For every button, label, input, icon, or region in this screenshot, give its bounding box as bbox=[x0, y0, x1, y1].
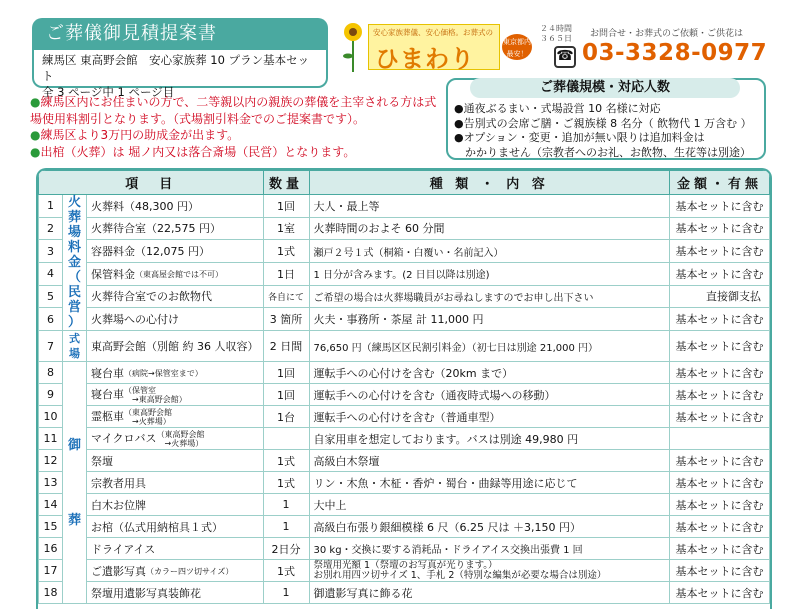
item-detail: リン・木魚・木柾・香炉・蜀台・曲録等用途に応じて bbox=[309, 472, 670, 494]
page-indicator: 全 3 ページ中 1 ページ目 bbox=[42, 85, 175, 99]
row-number: 5 bbox=[39, 285, 63, 308]
table-row bbox=[39, 240, 770, 263]
note-item: ●練馬区より3万円の助成金が出ます。 bbox=[30, 128, 240, 142]
note-item: ●出棺（火葬）は 堀ノ内又は落合斎場（民営）となります。 bbox=[30, 144, 356, 159]
item-name bbox=[87, 472, 264, 494]
table-row bbox=[39, 384, 770, 406]
item-amount: 基本セットに含む bbox=[670, 516, 770, 538]
detail-line: お別れ用四ツ切サイズ 1、手札 2（特別な編集が必要な場合は別途） bbox=[313, 569, 607, 581]
table-row bbox=[39, 308, 770, 331]
item-label: 容器料金（12,075 円） bbox=[91, 245, 210, 259]
item-amount: 直接御支払 bbox=[670, 285, 770, 308]
item-detail: 30 kg・交換に要する消耗品・ドライアイス交換出張費 1 回 bbox=[309, 538, 670, 560]
item-label: 寝台車 bbox=[91, 366, 124, 380]
item-detail: 火葬時間のおよそ 60 分間 bbox=[309, 217, 670, 240]
item-name bbox=[87, 538, 264, 560]
item-name bbox=[87, 262, 264, 285]
title-info-box bbox=[32, 50, 328, 99]
item-quantity: 各自にて bbox=[263, 285, 309, 308]
item-label: 東高野会館（別館 約 36 人収容） bbox=[91, 340, 259, 353]
item-quantity: 1 bbox=[263, 516, 309, 538]
item-detail: 大中上 bbox=[309, 494, 670, 516]
document-title: ご葬儀御見積提案書 bbox=[32, 18, 328, 50]
estimate-table bbox=[38, 170, 770, 604]
row-number: 6 bbox=[39, 308, 63, 331]
item-detail: 御遺影写真に飾る花 bbox=[309, 582, 670, 604]
item-name bbox=[87, 428, 264, 450]
item-quantity: 2日分 bbox=[263, 538, 309, 560]
table-row bbox=[39, 331, 770, 362]
row-number: 10 bbox=[39, 406, 63, 428]
item-quantity: 1 bbox=[263, 494, 309, 516]
item-label: 火葬場への心付け bbox=[91, 313, 179, 327]
detail-line: 祭壇用光額 1（祭壇のお写真が光ります。） bbox=[313, 559, 498, 571]
estimate-table-wrap bbox=[36, 168, 772, 609]
item-name bbox=[87, 362, 264, 384]
item-amount: 基本セットに含む bbox=[670, 406, 770, 428]
item-label: 宗教者用具 bbox=[91, 476, 146, 490]
item-label: ご遺影写真 bbox=[91, 564, 146, 578]
scale-title: ご葬儀規模・対応人数 bbox=[470, 78, 740, 98]
row-number: 11 bbox=[39, 428, 63, 450]
row-number: 17 bbox=[39, 560, 63, 582]
item-quantity: 1式 bbox=[263, 472, 309, 494]
item-label: 白木お位牌 bbox=[91, 498, 146, 512]
scale-item: ●通夜ぶるまい・式場設営 10 名様に対応 bbox=[454, 102, 661, 115]
table-header-row bbox=[39, 171, 770, 195]
table-row bbox=[39, 494, 770, 516]
scale-item: ●告別式の会席ご膳・ご親族様 8 名分（ 飲物代 1 万含む ） bbox=[454, 116, 752, 130]
item-detail: 自家用車を想定しております。バスは別途 49,980 円 bbox=[309, 428, 670, 450]
brand-logo: ひまわり bbox=[375, 45, 475, 73]
item-detail: 高級白木祭壇 bbox=[309, 450, 670, 472]
table-row bbox=[39, 362, 770, 384]
table-row bbox=[39, 285, 770, 308]
table-row bbox=[39, 428, 770, 450]
item-name bbox=[87, 384, 264, 406]
item-name bbox=[87, 217, 264, 240]
item-label: 寝台車 bbox=[91, 387, 124, 401]
item-detail: ご希望の場合は火葬場職員がお尋ねしますのでお申し出下さい bbox=[309, 285, 670, 308]
row-number: 18 bbox=[39, 582, 63, 604]
table-row bbox=[39, 472, 770, 494]
item-note: （保管室 →東高野会館） bbox=[124, 385, 187, 404]
brand-logo-box bbox=[368, 24, 500, 73]
item-label: 火葬待合室でのお飲物代 bbox=[91, 290, 212, 304]
item-detail bbox=[309, 560, 670, 582]
item-label: 霊柩車 bbox=[91, 409, 124, 423]
table-row bbox=[39, 262, 770, 285]
row-number: 4 bbox=[39, 262, 63, 285]
item-amount: 基本セットに含む bbox=[670, 308, 770, 331]
phone-number[interactable]: 03-3328-0977 bbox=[582, 40, 768, 66]
row-number: 13 bbox=[39, 472, 63, 494]
item-quantity: 1式 bbox=[263, 240, 309, 263]
item-quantity: 1室 bbox=[263, 217, 309, 240]
phone-icon: ☎ bbox=[554, 46, 576, 68]
item-label: 保管料金 bbox=[91, 267, 135, 281]
sunflower-icon bbox=[342, 22, 364, 72]
item-quantity: 1回 bbox=[263, 362, 309, 384]
item-detail: 運転手への心付けを含む（通夜時式場への移動） bbox=[309, 384, 670, 406]
table-row bbox=[39, 195, 770, 218]
item-detail: 火夫・事務所・茶屋 計 11,000 円 bbox=[309, 308, 670, 331]
table-row bbox=[39, 450, 770, 472]
item-label: マイクロバス bbox=[91, 431, 157, 445]
item-detail: 1 日分が含みます。(2 日目以降は別途) bbox=[309, 262, 670, 285]
item-amount bbox=[670, 428, 770, 450]
item-label: お棺（仏式用納棺具１式） bbox=[91, 520, 223, 534]
item-quantity: 1 bbox=[263, 582, 309, 604]
item-name bbox=[87, 308, 264, 331]
item-label: 祭壇用遺影写真装飾花 bbox=[91, 586, 201, 600]
scale-box bbox=[446, 78, 766, 160]
item-name bbox=[87, 560, 264, 582]
item-note: （病院→保管室まで） bbox=[124, 369, 203, 378]
category-venue: 式場 bbox=[63, 331, 87, 362]
scale-item: ●オプション・変更・追加が無い限りは追加料金は bbox=[454, 131, 705, 144]
table-row bbox=[39, 582, 770, 604]
row-number: 9 bbox=[39, 384, 63, 406]
item-detail: 運転手への心付けを含む（普通車型） bbox=[309, 406, 670, 428]
item-name bbox=[87, 331, 264, 362]
item-name bbox=[87, 195, 264, 218]
item-detail: 運転手への心付けを含む（20km まで） bbox=[309, 362, 670, 384]
category-cremation: 火 葬 場 料 金 （ 民 営 ） bbox=[63, 195, 87, 331]
table-row bbox=[39, 538, 770, 560]
item-quantity: 1回 bbox=[263, 384, 309, 406]
item-quantity: 1式 bbox=[263, 560, 309, 582]
item-amount: 基本セットに含む bbox=[670, 240, 770, 263]
item-name bbox=[87, 406, 264, 428]
item-amount: 基本セットに含む bbox=[670, 582, 770, 604]
category-ceremony: 御 葬 bbox=[63, 362, 87, 604]
item-quantity: 1台 bbox=[263, 406, 309, 428]
item-detail: 76,650 円（練馬区区民割引料金）（初七日は別途 21,000 円） bbox=[309, 331, 670, 362]
item-amount: 基本セットに含む bbox=[670, 262, 770, 285]
header-amount: 金額・有無 bbox=[670, 171, 770, 195]
table-row bbox=[39, 406, 770, 428]
item-quantity bbox=[263, 428, 309, 450]
item-label: 祭壇 bbox=[91, 454, 113, 468]
item-amount: 基本セットに含む bbox=[670, 362, 770, 384]
item-name bbox=[87, 285, 264, 308]
item-note: （カラー四ツ切サイズ） bbox=[146, 567, 234, 576]
table-row bbox=[39, 560, 770, 582]
row-number: 8 bbox=[39, 362, 63, 384]
row-number: 14 bbox=[39, 494, 63, 516]
hours-label: ２４時間 ３６５日 bbox=[540, 24, 572, 43]
item-amount: 基本セットに含む bbox=[670, 384, 770, 406]
item-amount: 基本セットに含む bbox=[670, 331, 770, 362]
notes-list bbox=[30, 94, 440, 160]
item-detail: 大人・最上等 bbox=[309, 195, 670, 218]
row-number: 2 bbox=[39, 217, 63, 240]
item-amount: 基本セットに含む bbox=[670, 472, 770, 494]
contact-label: お問合せ・お葬式のご依頼・ご供花は bbox=[590, 29, 744, 39]
item-detail: 高級白布張り銀細模様 6 尺（6.25 尺は ＋3,150 円） bbox=[309, 516, 670, 538]
item-amount: 基本セットに含む bbox=[670, 195, 770, 218]
row-number: 1 bbox=[39, 195, 63, 218]
item-amount: 基本セットに含む bbox=[670, 450, 770, 472]
brand-tagline: 安心家族葬儀、安心価格。お葬式の bbox=[373, 28, 493, 37]
item-quantity: 3 箇所 bbox=[263, 308, 309, 331]
row-number: 7 bbox=[39, 331, 63, 362]
item-name bbox=[87, 516, 264, 538]
scale-item: かかりません（宗教者へのお礼、お飲物、生花等は別途） bbox=[454, 145, 751, 159]
brand-badge: 東京都内最安！ bbox=[502, 34, 532, 60]
brand-header bbox=[342, 22, 770, 72]
row-number: 15 bbox=[39, 516, 63, 538]
item-quantity: 1回 bbox=[263, 195, 309, 218]
item-name bbox=[87, 582, 264, 604]
item-amount: 基本セットに含む bbox=[670, 538, 770, 560]
item-label: 火葬待合室（22,575 円） bbox=[91, 222, 221, 236]
item-note: （東高野会館 →火葬場） bbox=[156, 429, 205, 448]
item-name bbox=[87, 240, 264, 263]
item-detail: 瀬戸２号１式（桐箱・白覆い・名前記入） bbox=[309, 240, 670, 263]
item-amount: 基本セットに含む bbox=[670, 494, 770, 516]
item-quantity: 2 日間 bbox=[263, 331, 309, 362]
item-quantity: 1式 bbox=[263, 450, 309, 472]
item-amount: 基本セットに含む bbox=[670, 217, 770, 240]
header-detail: 種 類 ・ 内 容 bbox=[309, 171, 670, 195]
note-item: ●練馬区内にお住まいの方で、二等親以内の親族の葬儀を主宰される方は式場使用料割引となります。（式場割引料金でのご提案書です）。 bbox=[30, 95, 437, 126]
item-amount: 基本セットに含む bbox=[670, 560, 770, 582]
plan-name: 練馬区 東高野会館 安心家族葬 10 プラン基本セット bbox=[42, 53, 310, 83]
row-number: 16 bbox=[39, 538, 63, 560]
item-note: （東高屋会館では不可） bbox=[135, 270, 223, 280]
item-name bbox=[87, 494, 264, 516]
row-number: 3 bbox=[39, 240, 63, 263]
item-label: 火葬料（48,300 円） bbox=[91, 199, 199, 213]
item-quantity: 1日 bbox=[263, 262, 309, 285]
header-item: 項 目 bbox=[39, 171, 264, 195]
row-number: 12 bbox=[39, 450, 63, 472]
item-label: ドライアイス bbox=[91, 542, 156, 556]
table-row bbox=[39, 516, 770, 538]
item-name bbox=[87, 450, 264, 472]
header-qty: 数量 bbox=[263, 171, 309, 195]
table-row bbox=[39, 217, 770, 240]
item-note: （東高野会館 →火葬場） bbox=[124, 407, 172, 426]
